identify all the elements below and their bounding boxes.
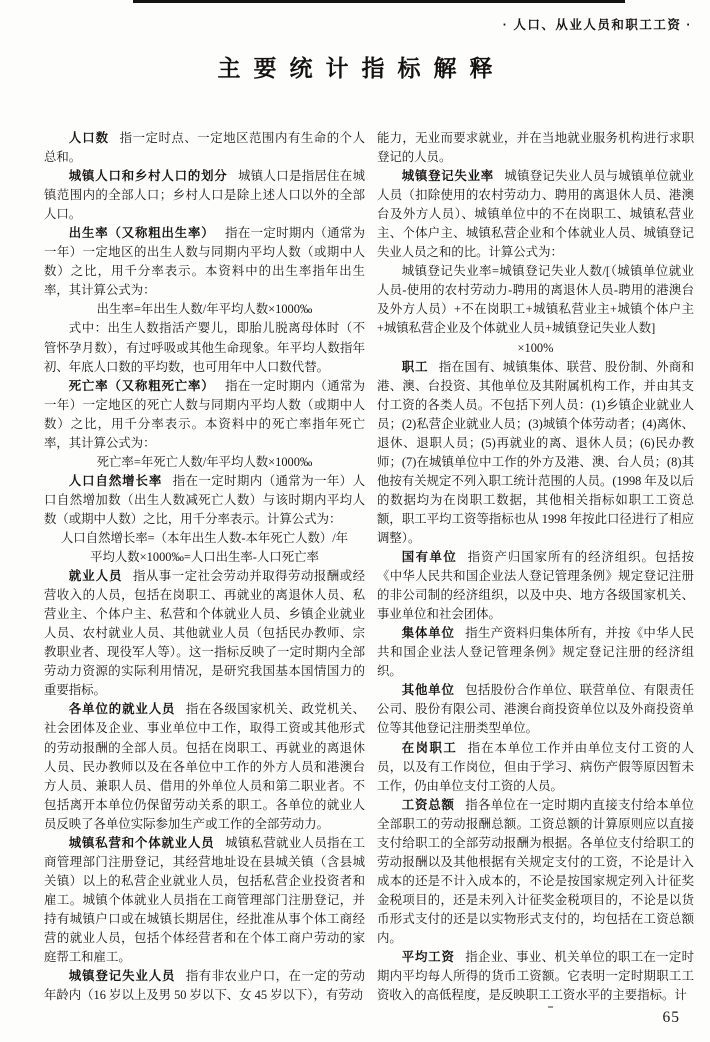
term-label: 集体单位 bbox=[401, 626, 455, 641]
definition-paragraph bbox=[44, 167, 365, 224]
term-label: 国有单位 bbox=[401, 550, 458, 565]
birth-rate-formula: 出生率=年出生人数/年平均人数×1000‰ bbox=[96, 302, 313, 317]
definition-paragraph bbox=[44, 700, 365, 833]
definition-paragraph bbox=[377, 948, 694, 1005]
term-label: 城镇人口和乡村人口的划分 bbox=[68, 169, 228, 184]
formula-note-paragraph: 式中：出生人数指活产婴儿，即胎儿脱离母体时（不管怀孕月数），有过呼吸或其他生命现象。年平均人数指年初、年底人口数的平均数，也可用年中人口数代替。 bbox=[44, 321, 365, 374]
death-rate-formula: 死亡率=年死亡人数/年平均人数×1000‰ bbox=[96, 454, 313, 469]
definition-text: 指一定时点、一定地区范围内有生命的个人总和。 bbox=[44, 131, 366, 165]
definition-paragraph bbox=[44, 129, 365, 167]
definition-paragraph bbox=[377, 681, 694, 738]
definition-text: 指在一定时期内（通常为一年）一定地区的死亡人数与同期内平均人数（或期中人数）之比，用千分率表示。本资料中的死亡率指年死亡率，其计算公式为： bbox=[44, 378, 366, 450]
definition-paragraph bbox=[44, 224, 365, 300]
page-number: 65 bbox=[662, 1009, 680, 1026]
term-label: 城镇登记失业率 bbox=[401, 169, 494, 184]
definition-text: 指在国有、城镇集体、联营、股份制、外商和港、澳、台投资、其他单位及其附属机构工作，并由其支付工资的各类人员。不包括下列人员：(1)乡镇企业就业人员；(2)私营企业就业人员；(3)城镇个体劳动者；(4)离休、退休、退职人员；(5)再就业的离、退休人员；(6)民办教师；(7)在城镇单位中工作的外方及港、澳、台人员；(8)其他按有关规定不列入职工统计范围的人员。(1998 年及以后的数据均为在岗职工数据，其他相关指标如职工工资总额，职工平均工资等指标也从 1998 年按此口径进行了相应调整）。 bbox=[377, 359, 695, 545]
definition-text: 指在一定时期内（通常为一年）一定地区的出生人数与同期内平均人数（或期中人数）之比，用千分率表示。本资料中的出生率指年出生率，其计算公式为： bbox=[44, 226, 366, 298]
natural-growth-formula-line1: 人口自然增长率=（本年出生人数-本年死亡人数）/年 bbox=[60, 530, 349, 545]
running-header: · 人口、从业人员和职工工资 · bbox=[502, 18, 692, 32]
term-label: 在岗职工 bbox=[401, 740, 458, 755]
left-text-column bbox=[44, 129, 365, 1005]
unemployment-rate-formula: 城镇登记失业率=城镇登记失业人数/[（城镇单位就业人员-使用的农村劳动力-聘用的离退休人员-聘用的港澳台及外方人员）+不在岗职工+城镇私营业主+城镇个体户主+城镇私营企业及个体就业人员+城镇登记失业人数] bbox=[377, 264, 694, 336]
definition-text: 城镇人口是指居住在城镇范围内的全部人口；乡村人口是除上述人口以外的全部人口。 bbox=[44, 169, 366, 222]
definition-paragraph bbox=[377, 739, 694, 796]
term-label: 就业人员 bbox=[68, 569, 123, 584]
term-label: 城镇登记失业人员 bbox=[68, 969, 176, 984]
scan-speck bbox=[548, 1006, 553, 1008]
term-label: 平均工资 bbox=[401, 950, 455, 965]
definition-text: 包括股份合作单位、联营单位、有限责任公司、股份有限公司、港澳台商投资单位以及外商投资单位等其他登记注册类型单位。 bbox=[377, 683, 695, 736]
term-label: 城镇私营和个体就业人员 bbox=[68, 835, 215, 850]
definition-paragraph bbox=[44, 967, 365, 1005]
page-title: 主要统计指标解释 bbox=[217, 55, 506, 81]
definition-text: 指从事一定社会劳动并取得劳动报酬或经营收入的人员，包括在岗职工、再就业的离退休人员、私营业主、个体户主、私营和个体就业人员、乡镇企业就业人员、农村就业人员、其他就业人员（包括民办教师、宗教职业者、现役军人等）。这一指标反映了一定时期内全部劳动力资源的实际利用情况，是研究我国基本国情国力的重要指标。 bbox=[44, 569, 366, 698]
definition-text: 指在本单位工作并由单位支付工资的人员，以及有工作岗位，但由于学习、病伤产假等原因暂未工作，仍由单位支付工资的人员。 bbox=[377, 740, 695, 793]
term-label: 其他单位 bbox=[401, 683, 455, 698]
definition-text: 指在各级国家机关、政党机关、社会团体及企业、事业单位中工作，取得工资或其他形式的劳动报酬的全部人员。包括在岗职工、再就业的离退休人员、民办教师以及在各单位中工作的外方人员和港澳台方人员、兼职人员、借用的外单位人员和第二职业者。不包括离开本单位仍保留劳动关系的职工。各单位的就业人员反映了各单位实际参加生产或工作的全部劳动力。 bbox=[44, 702, 366, 831]
definition-paragraph bbox=[377, 167, 694, 262]
term-label: 工资总额 bbox=[401, 797, 455, 812]
term-label: 人口数 bbox=[68, 131, 110, 145]
definition-paragraph bbox=[377, 796, 694, 948]
right-text-column bbox=[377, 129, 694, 1005]
term-label: 各单位的就业人员 bbox=[68, 702, 176, 717]
continuation-paragraph: 能力，无业而要求就业，并在当地就业服务机构进行求职登记的人员。 bbox=[377, 131, 694, 165]
term-label: 出生率（又称粗出生率） bbox=[68, 226, 215, 241]
definition-text: 指各单位在一定时期内直接支付给本单位全部职工的劳动报酬总额。工资总额的计算原则应以直接支付给职工的全部劳动报酬为根据。各单位支付给职工的劳动报酬以及其他根据有关规定支付的工资，不论是计入成本的还是不计入成本的，不论是按国家规定列入计征奖金税项目的，还是未列入计征奖金税项目的，不论是以货币形式支付的还是以实物形式支付的，均包括在工资总额内。 bbox=[377, 797, 695, 945]
definition-text: 指企业、事业、机关单位的职工在一定时期内平均每人所得的货币工资额。它表明一定时期职工工资收入的高低程度，是反映职工工资水平的主要指标。计 bbox=[377, 950, 695, 1003]
scan-artifact-top-rule bbox=[133, 0, 625, 3]
natural-growth-formula-line2: 平均人数×1000‰=人口出生率-人口死亡率 bbox=[90, 550, 319, 565]
term-label: 人口自然增长率 bbox=[68, 473, 163, 488]
definition-text: 指有非农业户口，在一定的劳动年龄内（16 岁以上及男 50 岁以下、女 45 岁以下），有劳动 bbox=[44, 969, 366, 1003]
term-label: 职工 bbox=[401, 359, 429, 374]
definition-paragraph bbox=[44, 834, 365, 967]
definition-text: 指在一定时期内（通常为一年）人口自然增加数（出生人数减死亡人数）与该时期内平均人数（或期中人数）之比，用千分率表示。计算公式为： bbox=[44, 473, 366, 526]
definition-text: 指资产归国家所有的经济组织。包括按《中华人民共和国企业法人登记管理条例》规定登记注册的非公司制的经济组织，以及中央、地方各级国家机关、事业单位和社会团体。 bbox=[377, 550, 695, 622]
definition-text: 城镇私营就业人员指在工商管理部门注册登记，其经营地址设在县城关镇（含县城关镇）以上的私营企业就业人员，包括私营企业投资者和雇工。城镇个体就业人员指在工商管理部门注册登记，并持有城镇户口或在城镇长期居住，经批准从事个体工商经营的就业人员，包括个体经营者和在个体工商户劳动的家庭帮工和雇工。 bbox=[44, 835, 366, 965]
definition-paragraph bbox=[377, 548, 694, 624]
definition-paragraph bbox=[377, 624, 694, 681]
term-label: 死亡率（又称粗死亡率） bbox=[68, 378, 215, 393]
definition-paragraph bbox=[377, 358, 694, 548]
times-100-percent: ×100% bbox=[517, 340, 554, 355]
definition-paragraph bbox=[44, 567, 365, 700]
definition-paragraph bbox=[44, 377, 365, 453]
definition-paragraph bbox=[44, 472, 365, 529]
definition-text: 城镇登记失业人员与城镇单位就业人员（扣除使用的农村劳动力、聘用的离退休人员、港澳台及外方人员）、城镇单位中的不在岗职工、城镇私营业主、个体户主、城镇私营企业和个体就业人员、城镇登记失业人员之和的比。计算公式为： bbox=[377, 169, 694, 260]
definition-text: 指生产资料归集体所有，并按《中华人民共和国企业法人登记管理条例》规定登记注册的经济组织。 bbox=[377, 626, 695, 679]
